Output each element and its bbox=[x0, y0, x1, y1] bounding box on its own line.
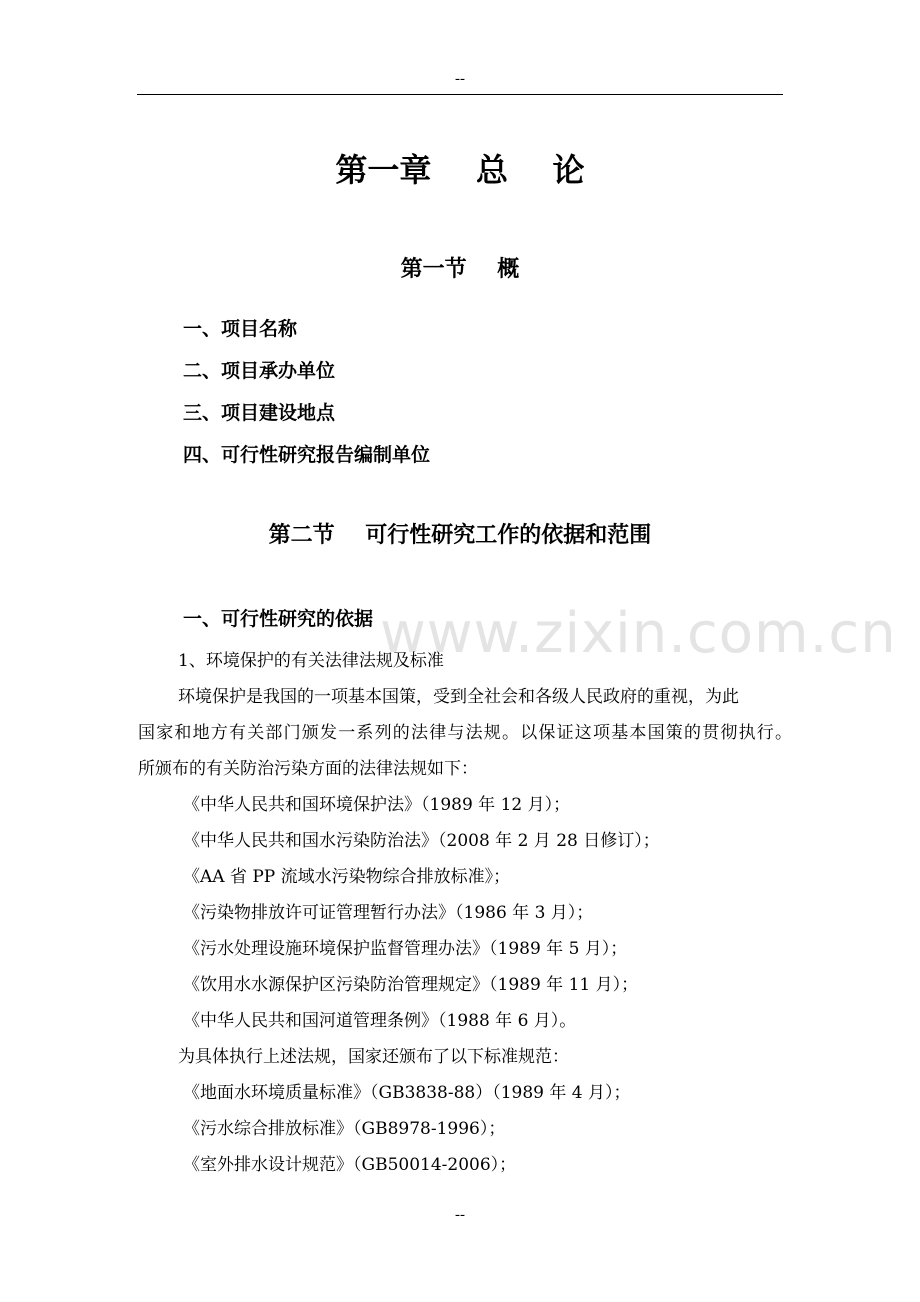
standard-item: 《污水综合排放标准》（GB8978-1996）； bbox=[183, 1119, 506, 1139]
heading-project-name: 一、项目名称 bbox=[183, 318, 298, 340]
heading-study-basis: 一、可行性研究的依据 bbox=[183, 608, 374, 630]
page-footer-mark: -- bbox=[455, 1207, 465, 1223]
heading-project-location: 三、项目建设地点 bbox=[183, 402, 336, 424]
chapter-title: 第一章 总 论 bbox=[335, 151, 585, 189]
standards-intro: 为具体执行上述法规，国家还颁布了以下标准规范： bbox=[178, 1047, 569, 1067]
subheading-env-law: 1、环境保护的有关法律法规及标准 bbox=[178, 651, 444, 671]
page-header-mark: -- bbox=[455, 71, 465, 87]
paragraph-line: 所颁布的有关防治污染方面的法律法规如下： bbox=[138, 759, 478, 779]
law-item: 《中华人民共和国环境保护法》（1989 年 12 月）； bbox=[183, 795, 571, 815]
law-item: 《中华人民共和国河道管理条例》（1988 年 6 月）。 bbox=[183, 1011, 577, 1031]
standard-item: 《室外排水设计规范》（GB50014-2006）； bbox=[183, 1155, 517, 1175]
header-rule bbox=[137, 94, 783, 95]
law-item: 《AA 省 PP 流域水污染物综合排放标准》； bbox=[183, 867, 511, 887]
paragraph-line: 环境保护是我国的一项基本国策，受到全社会和各级人民政府的重视，为此 bbox=[178, 687, 739, 707]
heading-report-compiler: 四、可行性研究报告编制单位 bbox=[183, 444, 431, 466]
heading-project-undertaker: 二、项目承办单位 bbox=[183, 360, 336, 382]
law-item: 《饮用水水源保护区污染防治管理规定》（1989 年 11 月）； bbox=[183, 975, 639, 995]
law-item: 《中华人民共和国水污染防治法》（2008 年 2 月 28 日修订）； bbox=[183, 831, 660, 851]
law-item: 《污水处理设施环境保护监督管理办法》（1989 年 5 月）； bbox=[183, 939, 628, 959]
law-item: 《污染物排放许可证管理暂行办法》（1986 年 3 月）； bbox=[183, 903, 594, 923]
watermark: www.zixin.com.cn bbox=[380, 601, 897, 666]
standard-item: 《地面水环境质量标准》（GB3838-88）（1989 年 4 月）； bbox=[183, 1083, 631, 1103]
paragraph-line: 国家和地方有关部门颁发一系列的法律与法规。以保证这项基本国策的贯彻执行。 bbox=[138, 723, 792, 743]
section-title-2: 第二节 可行性研究工作的依据和范围 bbox=[268, 523, 652, 548]
section-title-1: 第一节 概 bbox=[400, 257, 520, 282]
